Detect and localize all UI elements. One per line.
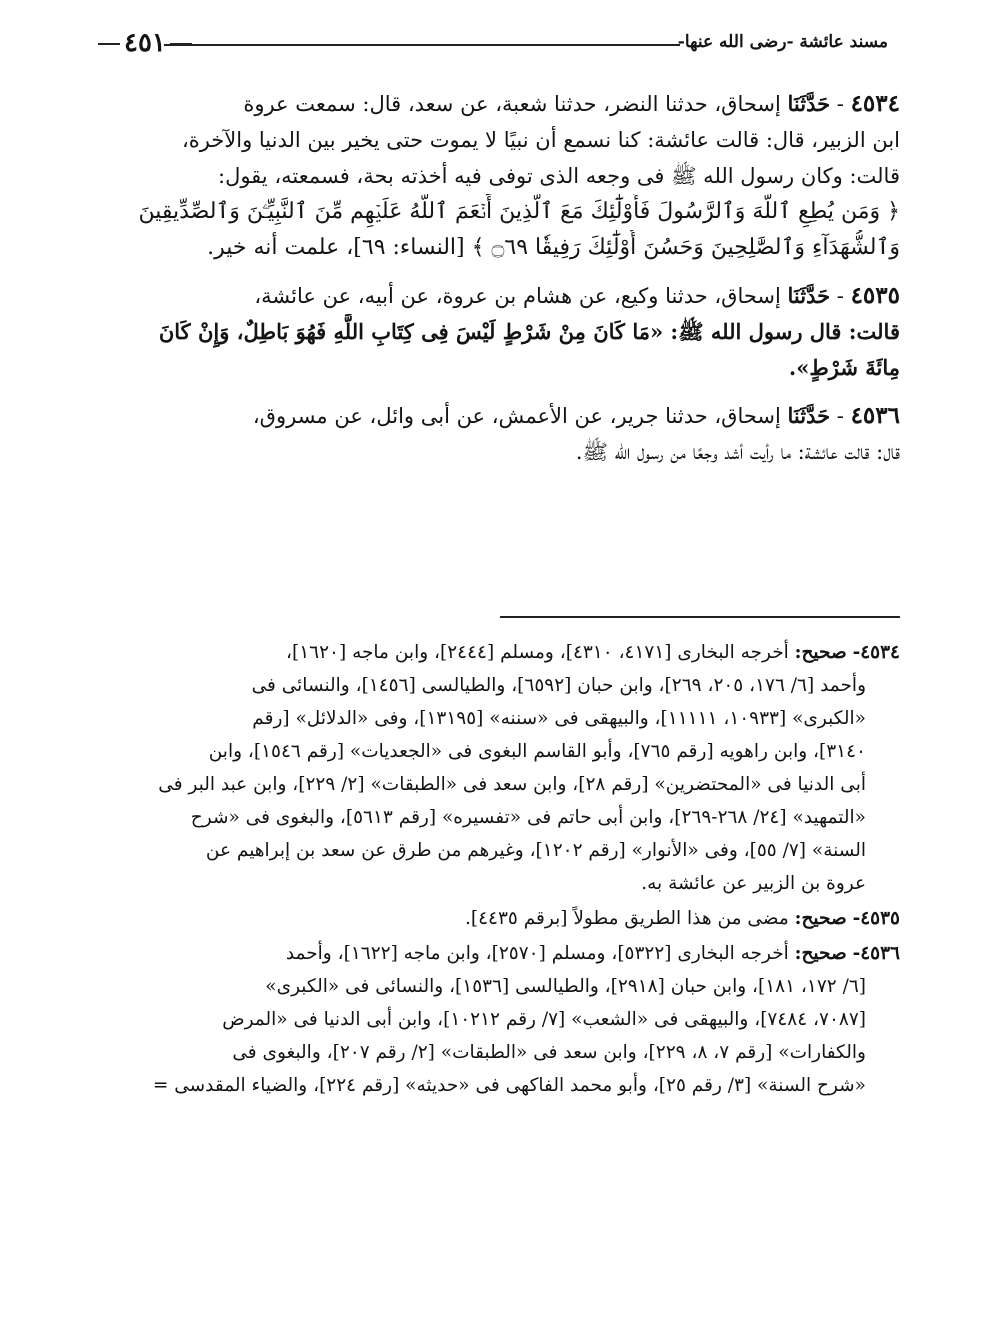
hadith-line: مِائَةَ شَرْطٍ».	[788, 355, 900, 380]
hadith-line: ابن الزبير، قال: قالت عائشة: كنا نسمع أن نبيًا لا يموت حتى يخير بين الدنيا والآخرة،	[181, 128, 900, 152]
hadith-number: ٤٥٣٦	[850, 402, 900, 429]
header-rule	[164, 44, 680, 46]
quran-verse-line: ﴿ وَمَن يُطِعِ ٱللَّهَ وَٱلرَّسُولَ فَأُوْلَٰٓئِكَ مَعَ ٱلَّذِينَ أَنۡعَمَ ٱللَّهُ عَلَيۡهِم مِّنَ ٱلنَّبِيِّـۧنَ وَٱلصِّدِّيقِينَ	[138, 199, 900, 224]
hadith-haddathana: حَدَّثَنَا	[787, 91, 831, 116]
footnote-number: ٤٥٣٥-	[852, 908, 900, 929]
quran-verse-line: وَٱلشُّهَدَآءِ وَٱلصَّٰلِحِينَ وَحَسُنَ أُوْلَٰٓئِكَ رَفِيقٗا ۝٦٩ ﴾ [النساء: ٦٩]، علمت أنه خير.	[207, 235, 900, 260]
footnote-grade: صحيح:	[794, 908, 847, 929]
hadith-line: قالت: قال رسول الله ﷺ: «مَا كَانَ مِنْ شَرْطٍ لَيْسَ فِى كِتَابِ اللَّهِ فَهُوَ بَاطِلٌ، وَإِنْ كَانَ	[158, 319, 900, 344]
page-number-group	[94, 28, 196, 58]
footnote-line	[92, 937, 900, 970]
hadith-line: ٤٥٣٤ - حَدَّثَنَا إسحاق، حدثنا النضر، حدثنا شعبة، عن سعد، قال: سمعت عروة	[243, 90, 900, 117]
footnote-line: أبى الدنيا فى «المحتضرين» [رقم ٢٨]، وابن سعد فى «الطبقات» [٢/ ٢٢٩]، وابن عبد البر فى	[158, 774, 866, 795]
footnote-line: [٦/ ١٧٢، ١٨١]، وابن حبان [٢٩١٨]، والطيالسى [١٥٣٦]، والنسائى فى «الكبرى»	[265, 976, 866, 997]
running-title: مسند عائشة -رضى الله عنها-	[677, 32, 888, 52]
footnote-line: «التمهيد» [٢٤/ ٢٦٨-٢٦٩]، وابن أبى حاتم فى «تفسيره» [رقم ٥٦١٣]، والبغوى فى «شرح	[190, 807, 866, 828]
footnote-number: ٤٥٣٤-	[852, 642, 900, 663]
footnote-line: والكفارات» [رقم ٧، ٨، ٢٢٩]، وابن سعد فى «الطبقات» [٢/ رقم ٢٠٧]، والبغوى فى	[232, 1042, 866, 1063]
hadith-4536	[92, 398, 900, 470]
hadith-line: قال: قالت عائشة: ما رأيت أشد وجعًا من رسول الله ﷺ.	[575, 440, 900, 464]
footnotes	[92, 636, 900, 1104]
footnote-separator	[500, 616, 900, 618]
hadith-number: ٤٥٣٥	[850, 282, 900, 309]
footnote-line: «الكبرى» [١٠٩٣٣، ١١١١١]، والبيهقى فى «سننه» [١٣١٩٥]، وفى «الدلائل» [رقم	[252, 708, 866, 729]
footnote-line: ٣١٤٠]، وابن راهويه [رقم ٧٦٥]، وأبو القاسم البغوى فى «الجعديات» [رقم ١٥٤٦]، وابن	[208, 741, 866, 762]
footnote-line-text: أخرجه البخارى [٤١٧١، ٤٣١٠]، ومسلم [٢٤٤٤]، وابن ماجه [١٦٢٠]،	[286, 642, 789, 663]
footnote-number: ٤٥٣٦-	[852, 943, 900, 964]
footnote-4534	[92, 636, 900, 900]
footnote-grade: صحيح:	[794, 943, 847, 964]
hadith-4534	[92, 86, 900, 266]
hadith-text-body	[92, 86, 900, 482]
footnote-line	[92, 636, 900, 669]
footnote-grade: صحيح:	[794, 642, 847, 663]
hadith-haddathana: حَدَّثَنَا	[787, 403, 831, 428]
footnote-line: السنة» [٧/ ٥٥]، وفى «الأنوار» [رقم ١٢٠٢]، وغيرهم من طرق عن سعد بن إبراهيم عن	[205, 840, 866, 861]
page-number-dash-left	[170, 43, 192, 45]
running-header	[94, 28, 888, 64]
hadith-4535	[92, 278, 900, 386]
footnote-line: وأحمد [٦/ ١٧٦، ٢٠٥، ٢٦٩]، وابن حبان [٦٥٩٢]، والطيالسى [١٤٥٦]، والنسائى فى	[251, 675, 866, 696]
hadith-line-text: إسحاق، حدثنا جرير، عن الأعمش، عن أبى وائل، عن مسروق،	[252, 404, 781, 428]
hadith-haddathana: حَدَّثَنَا	[787, 283, 831, 308]
hadith-line-text: إسحاق، حدثنا وكيع، عن هشام بن عروة، عن أبيه، عن عائشة،	[254, 284, 781, 308]
page-number: ٤٥١	[124, 28, 166, 58]
footnote-line-text: مضى من هذا الطريق مطولاً [برقم ٤٤٣٥].	[464, 908, 789, 929]
hadith-line: قالت: وكان رسول الله ﷺ فى وجعه الذى توفى فيه أخذته بحة، فسمعته، يقول:	[218, 164, 900, 188]
hadith-line: ٤٥٣٦ - حَدَّثَنَا إسحاق، حدثنا جرير، عن الأعمش، عن أبى وائل، عن مسروق،	[252, 402, 900, 429]
footnote-4536	[92, 937, 900, 1102]
hadith-line-text: إسحاق، حدثنا النضر، حدثنا شعبة، عن سعد، قال: سمعت عروة	[243, 92, 781, 116]
footnote-line: عروة بن الزبير عن عائشة به.	[641, 873, 866, 894]
footnote-line-text: أخرجه البخارى [٥٣٢٢]، ومسلم [٢٥٧٠]، وابن ماجه [١٦٢٢]، وأحمد	[285, 943, 789, 964]
page-number-dash-right	[98, 43, 120, 45]
hadith-number: ٤٥٣٤	[850, 90, 900, 117]
footnote-line	[92, 902, 900, 935]
footnote-line: «شرح السنة» [٣/ رقم ٢٥]، وأبو محمد الفاكهى فى «حديثه» [رقم ٢٢٤]، والضياء المقدسى =	[152, 1075, 866, 1096]
hadith-line: ٤٥٣٥ - حَدَّثَنَا إسحاق، حدثنا وكيع، عن هشام بن عروة، عن أبيه، عن عائشة،	[254, 282, 900, 309]
footnote-4535	[92, 902, 900, 935]
footnote-line: [٧٠٨٧، ٧٤٨٤]، والبيهقى فى «الشعب» [٧/ رقم ١٠٢١٢]، وابن أبى الدنيا فى «المرض	[222, 1009, 866, 1030]
